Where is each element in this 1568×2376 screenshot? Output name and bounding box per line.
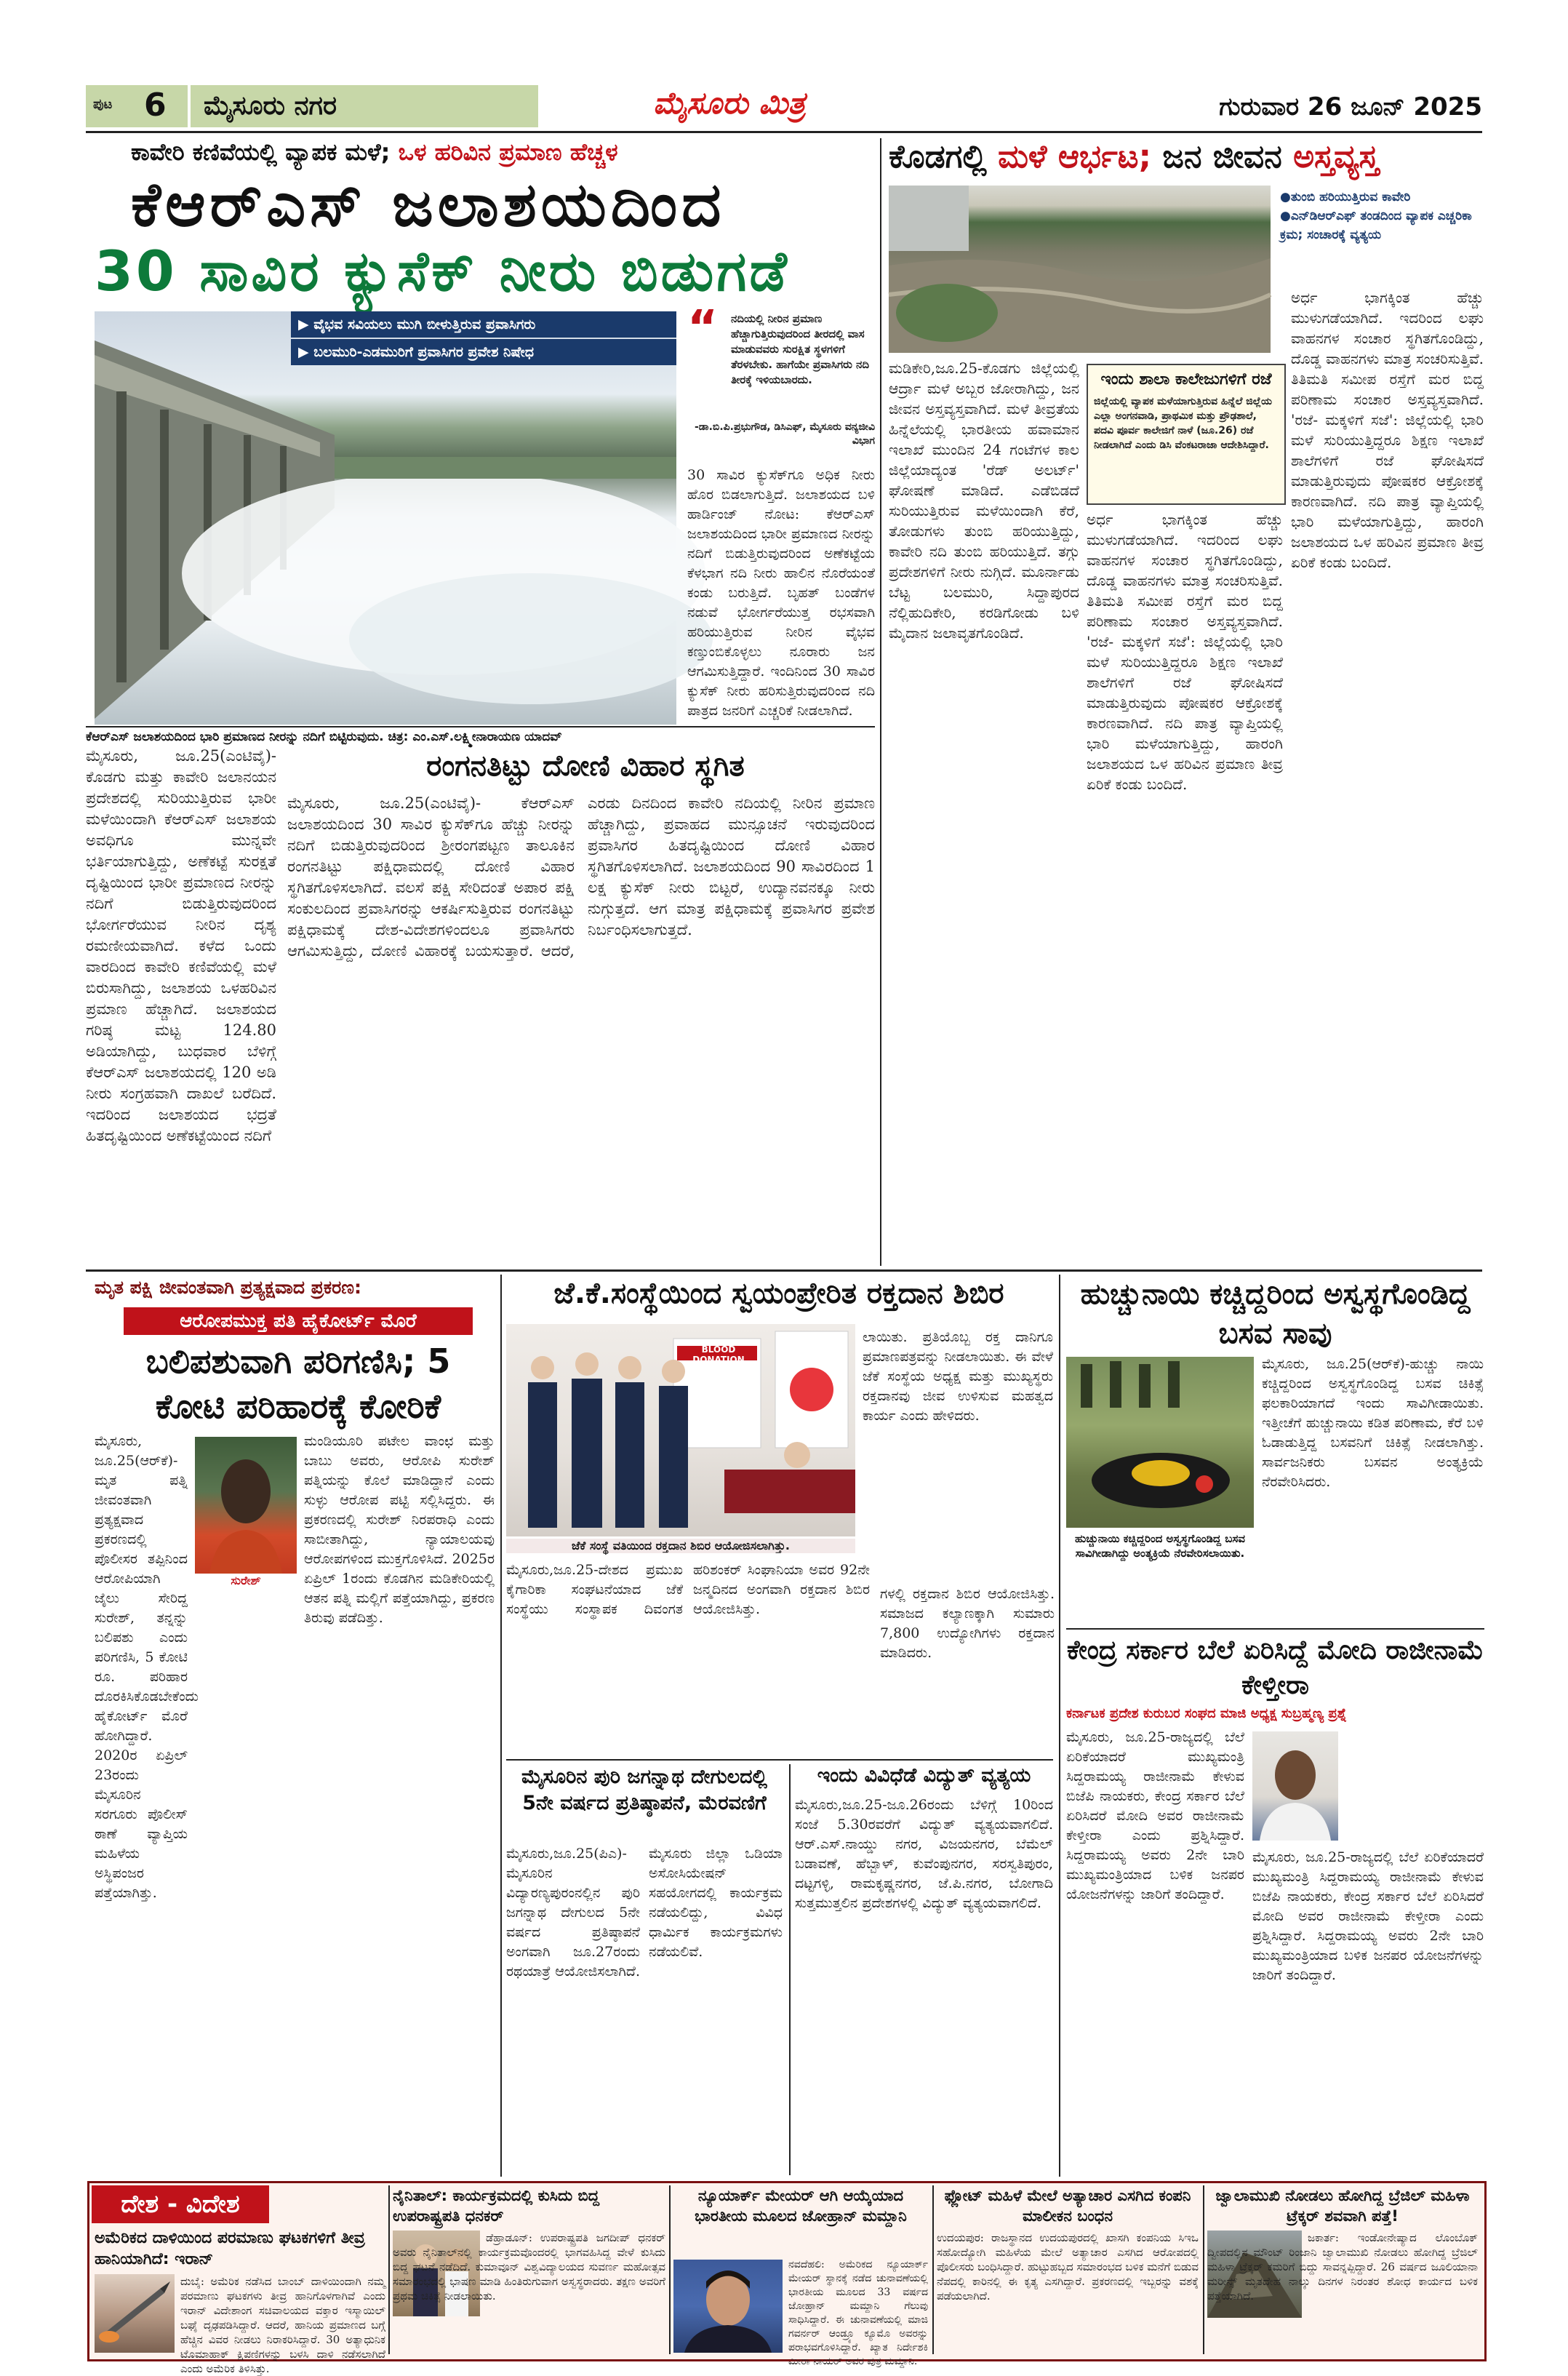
issue-date: ಗುರುವಾರ 26 ಜೂನ್ 2025 bbox=[1219, 92, 1482, 121]
school-holiday-text: ಜಿಲ್ಲೆಯಲ್ಲಿ ವ್ಯಾಪಕ ಮಳೆಯಾಗುತ್ತಿರುವ ಹಿನ್ನೆಲೆ ಜಿಲ್ಲೆಯ ಎಲ್ಲಾ ಅಂಗನವಾಡಿ, ಪ್ರಾಥಮಿಕ ಮತ್ತು ಪ್ರೌಢಶಾಲೆ, ಪದವಿ ಪೂರ್ವ ಕಾಲೇಜಿಗೆ ನಾಳೆ (ಜೂ.26) ರಜೆ ನೀಡಲಾಗಿದೆ ಎಂದು ಡಿಸಿ ವೆಂಕಟರಾಜಾ ಆದೇಶಿಸಿದ್ದಾರೆ. bbox=[1094, 396, 1272, 451]
blood-donation-text-1: ಮೈಸೂರು,ಜೂ.25-ದೇಶದ ಪ್ರಮುಖ ಕೈಗಾರಿಕಾ ಸಂಘಟನೆಯಾದ ಜೆಕೆ ಸಂಸ್ಥೆಯು ಸಂಸ್ಥಾಪಕ ದಿವಂಗತ ಹರಿಶಂಕರ್ ಸಿಂಘಾನಿಯಾ ಅವರ 92ನೇ ಜನ್ಮದಿನದ ಅಂಗವಾಗಿ ರಕ್ತದಾನ ಶಿಬಿರ ಆಯೋಜಿಸಿತ್ತು. bbox=[506, 1562, 870, 1617]
kodagu-body-b: ಅರ್ಧ ಭಾಗಕ್ಕಿಂತ ಹೆಚ್ಚು ಮುಳುಗಡೆಯಾಗಿದೆ. ಇದರಿಂದ ಲಘು ವಾಹನಗಳ ಸಂಚಾರ ಸ್ಥಗಿತಗೊಂಡಿದ್ದು, ದೊಡ್ಡ ವಾಹನಗಳು ಮಾತ್ರ ಸಂಚರಿಸುತ್ತಿವೆ. ತಿತಿಮತಿ ಸಮೀಪ ರಸ್ತೆಗೆ ಮರ ಬಿದ್ದ ಪರಿಣಾಮ ಸಂಚಾರ ಅಸ್ತವ್ಯಸ್ತವಾಗಿದೆ. 'ರಜೆ- ಮಕ್ಕಳಿಗೆ ಸಜೆ': ಜಿಲ್ಲೆಯಲ್ಲಿ ಭಾರಿ ಮಳೆ ಸುರಿಯುತ್ತಿದ್ದರೂ ಶಿಕ್ಷಣ ಇಲಾಖೆ ಶಾಲೆಗಳಿಗೆ ರಜೆ ಘೋಷಿಸದೆ ಮಾಡುತ್ತಿರುವುದು ಪೋಷಕರ ಆಕ್ರೋಶಕ್ಕೆ ಕಾರಣವಾಗಿದೆ. ನದಿ ಪಾತ್ರ ವ್ಯಾಪ್ತಿಯಲ್ಲಿ ಭಾರಿ ಮಳೆಯಾಗುತ್ತಿದ್ದು, ಹಾರಂಗಿ ಜಲಾಶಯದ ಒಳ ಹರಿವಿನ ಪ್ರಮಾಣ ತೀವ್ರ ಏರಿಕೆ ಕಂಡು ಬಂದಿದೆ. bbox=[1087, 511, 1283, 793]
bull-illustration bbox=[1066, 1357, 1254, 1528]
masthead-rule bbox=[86, 131, 1482, 133]
kodagu-body-c: ಅರ್ಧ ಭಾಗಕ್ಕಿಂತ ಹೆಚ್ಚು ಮುಳುಗಡೆಯಾಗಿದೆ. ಇದರಿಂದ ಲಘು ವಾಹನಗಳ ಸಂಚಾರ ಸ್ಥಗಿತಗೊಂಡಿದ್ದು, ದೊಡ್ಡ ವಾಹನಗಳು ಮಾತ್ರ ಸಂಚರಿಸುತ್ತಿವೆ. ತಿತಿಮತಿ ಸಮೀಪ ರಸ್ತೆಗೆ ಮರ ಬಿದ್ದ ಪರಿಣಾಮ ಸಂಚಾರ ಅಸ್ತವ್ಯಸ್ತವಾಗಿದೆ. 'ರಜೆ- ಮಕ್ಕಳಿಗೆ ಸಜೆ': ಜಿಲ್ಲೆಯಲ್ಲಿ ಭಾರಿ ಮಳೆ ಸುರಿಯುತ್ತಿದ್ದರೂ ಶಿಕ್ಷಣ ಇಲಾಖೆ ಶಾಲೆಗಳಿಗೆ ರಜೆ ಘೋಷಿಸದೆ ಮಾಡುತ್ತಿರುವುದು ಪೋಷಕರ ಆಕ್ರೋಶಕ್ಕೆ ಕಾರಣವಾಗಿದೆ. ನದಿ ಪಾತ್ರ ವ್ಯಾಪ್ತಿಯಲ್ಲಿ ಭಾರಿ ಮಳೆಯಾಗುತ್ತಿದ್ದು, ಹಾರಂಗಿ ಜಲಾಶಯದ ಒಳ ಹರಿವಿನ ಪ್ರಮಾಣ ತೀವ್ರ ಏರಿಕೆ ಕಂಡು ಬಂದಿದೆ. bbox=[1291, 289, 1484, 571]
section-title: ಮೈಸೂರು ನಗರ bbox=[204, 91, 337, 121]
krs-kicker-black: ಕಾವೇರಿ ಕಣಿವೆಯಲ್ಲಿ ವ್ಯಾಪಕ ಮಳೆ; bbox=[131, 138, 391, 166]
krs-caption-rule bbox=[86, 726, 875, 727]
quote-mark-icon: “ bbox=[687, 301, 719, 355]
school-holiday-title: ಇಂದು ಶಾಲಾ ಕಾಲೇಜುಗಳಿಗೆ ರಜೆ bbox=[1100, 370, 1272, 388]
col-divider-2 bbox=[500, 1275, 502, 2177]
world-section-label: ದೇಶ - ವಿದೇಶ bbox=[92, 2185, 269, 2223]
krs-quote-box bbox=[687, 301, 875, 457]
row1-bottom-rule bbox=[86, 1269, 1482, 1272]
kodagu-headline: ಕೊಡಗಲ್ಲಿ ಮಳೆ ಆರ್ಭಟ; ಜನ ಜೀವನ ಅಸ್ತವ್ಯಸ್ತ bbox=[889, 138, 1379, 175]
blood-donation-text-3: ಗಳಲ್ಲಿ ರಕ್ತದಾನ ಶಿಬಿರ ಆಯೋಜಿಸಿತ್ತು. ಸಮಾಜದ ಕಲ್ಯಾಣಕ್ಕಾಗಿ ಸುಮಾರು 7,800 ಉದ್ಯೋಗಿಗಳು ರಕ್ತದಾನ ಮಾಡಿದರು. bbox=[880, 1586, 1055, 1661]
missile-photo bbox=[95, 2274, 175, 2353]
blood-bottom-rule bbox=[506, 1759, 1053, 1761]
page-label: ಪುಟ bbox=[93, 97, 113, 112]
masthead bbox=[86, 85, 1482, 127]
person-portrait-icon bbox=[1252, 1731, 1338, 1841]
jagannath-body: ಮೈಸೂರು,ಜೂ.25(ಪಿಎ)-ಮೈಸೂರಿನ ವಿದ್ಯಾರಣ್ಯಪುರಂನಲ್ಲಿನ ಪುರಿ ಜಗನ್ನಾಥ ದೇಗುಲದ 5ನೇ ವರ್ಷದ ಪ್ರತಿಷ್ಠಾಪನೆ ಅಂಗವಾಗಿ ಜೂ.27ರಂದು ರಥಯಾತ್ರೆ ಆಯೋಜಿಸಲಾಗಿದೆ. ಮೈಸೂರು ಜಿಲ್ಲಾ ಒಡಿಯಾ ಅಸೋಸಿಯೇಷನ್ ಸಹಯೋಗದಲ್ಲಿ ಕಾರ್ಯಕ್ರಮ ನಡೆಯಲಿದ್ದು, ವಿವಿಧ ಧಾರ್ಮಿಕ ಕಾರ್ಯಕ್ರಮಗಳು ನಡೆಯಲಿವೆ. bbox=[506, 1846, 783, 1980]
krs-photo-caption: ಕೆಆರ್‌ಎಸ್ ಜಲಾಶಯದಿಂದ ಭಾರಿ ಪ್ರಮಾಣದ ನೀರನ್ನು ನದಿಗೆ ಬಿಟ್ಟಿರುವುದು. ಚಿತ್ರ: ಎಂ.ಎಸ್.ಲಕ್ಷ್ಮೀನಾರಾಯಣ ಯಾದವ್ bbox=[86, 730, 562, 744]
mamdani-portrait-icon bbox=[673, 2260, 783, 2353]
world-div-4 bbox=[1203, 2185, 1204, 2354]
power-title: ಇಂದು ವಿವಿಧೆಡೆ ವಿದ್ಯುತ್ ವ್ಯತ್ಯಯ bbox=[817, 1764, 1031, 1787]
iran-title: ಅಮೆರಿಕದ ದಾಳಿಯಿಂದ ಪರಮಾಣು ಘಟಕಗಳಿಗೆ ತೀವ್ರ ಹಾನಿಯಾಗಿದೆ: ಇರಾನ್ bbox=[95, 2229, 365, 2268]
nainital-body: ಡೆಹ್ರಾಡೂನ್: ಉಪರಾಷ್ಟ್ರಪತಿ ಜಗದೀಪ್ ಧನಕರ್ ಅವರು ನೈನಿತಾಲ್‌ನಲ್ಲಿ ಕಾರ್ಯಕ್ರಮವೊಂದರಲ್ಲಿ ಭಾಗವಹಿಸಿದ್ದ ವೇಳೆ ಕುಸಿದು ಬಿದ್ದ ಘಟನೆ ನಡೆದಿದೆ. ಕುಮಾವೂನ್ ವಿಶ್ವವಿದ್ಯಾಲಯದ ಸುವರ್ಣ ಮಹೋತ್ಸವ ಸಮಾರಂಭದಲ್ಲಿ ಭಾಷಣ ಮಾಡಿ ಹಿಂತಿರುಗುವಾಗ ಅಸ್ವಸ್ಥರಾದರು. ತಕ್ಷಣ ಅವರಿಗೆ ಪ್ರಥಮ ಚಿಕಿತ್ಸೆ ನೀಡಲಾಯಿತು. bbox=[393, 2231, 665, 2303]
krs-headline-1: ಕೆಆರ್‌ಎಸ್ ಜಲಾಶಯದಿಂದ bbox=[131, 169, 726, 240]
krs-bullet-1: ▶ ವೈಭವ ಸವಿಯಲು ಮುಗಿ ಬೀಳುತ್ತಿರುವ ಪ್ರವಾಸಿಗರು bbox=[291, 311, 676, 338]
dam-illustration bbox=[95, 311, 676, 725]
volcano-body: ಜಕಾರ್ತ: ಇಂಡೋನೇಷ್ಯಾದ ಲೊಂಬೊಕ್ ದ್ವೀಪದಲ್ಲಿನ ಮೌಂಟ್ ರಿಂಜಾನಿ ಜ್ವಾಲಾಮುಖಿ ನೋಡಲು ಹೋಗಿದ್ದ ಬ್ರೆಜಿಲ್ ಮಹಿಳಾ ಟ್ರೆಕ್ಕರ್ ಕಮರಿಗೆ ಬಿದ್ದು ಸಾವನ್ನಪ್ಪಿದ್ದಾರೆ. 26 ವರ್ಷದ ಜೂಲಿಯಾನಾ ಮರೀನ್ಸ್ ಮೃತದೇಹ ನಾಲ್ಕು ದಿನಗಳ ನಿರಂತರ ಶೋಧ ಕಾರ್ಯದ ಬಳಿಕ ಪತ್ತೆಯಾಗಿದೆ. bbox=[1207, 2231, 1478, 2303]
krs-headline-2: 30 ಸಾವಿರ ಕ್ಯುಸೆಕ್ ನೀರು ಬಿಡುಗಡೆ bbox=[95, 239, 790, 303]
fuel-body-1: ಮೈಸೂರು, ಜೂ.25-ರಾಜ್ಯದಲ್ಲಿ ಬೆಲೆ ಏರಿಕೆಯಾದರೆ ಮುಖ್ಯಮಂತ್ರಿ ಸಿದ್ದರಾಮಯ್ಯ ರಾಜೀನಾಮೆ ಕೇಳುವ ಬಿಜೆಪಿ ನಾಯಕರು, ಕೇಂದ್ರ ಸರ್ಕಾರ ಬೆಲೆ ಏರಿಸಿದರೆ ಮೋದಿ ಅವರ ರಾಜೀನಾಮೆ ಕೇಳ್ತೀರಾ ಎಂದು ಪ್ರಶ್ನಿಸಿದ್ದಾರೆ. ಸಿದ್ದರಾಮಯ್ಯ ಅವರು 2ನೇ ಬಾರಿ ಮುಖ್ಯಮಂತ್ರಿಯಾದ ಬಳಿಕ ಜನಪರ ಯೋಜನೆಗಳನ್ನು ಜಾರಿಗೆ ತಂದಿದ್ದಾರೆ. bbox=[1066, 1729, 1244, 1902]
subramanya-photo bbox=[1252, 1731, 1338, 1841]
deadbird-subkicker: ಆರೋಪಮುಕ್ತ ಪತಿ ಹೈಕೋರ್ಟ್ ಮೊರೆ bbox=[124, 1307, 473, 1335]
krs-kicker-red: ಒಳ ಹರಿವಿನ ಪ್ರಮಾಣ ಹೆಚ್ಚಳ bbox=[398, 138, 618, 166]
ny-mayor-title: ನ್ಯೂಯಾರ್ಕ್ ಮೇಯರ್ ಆಗಿ ಆಯ್ಕೆಯಾದ ಭಾರತೀಯ ಮೂಲದ ಜೋಹ್ರಾನ್ ಮಮ್ದಾನಿ bbox=[695, 2187, 907, 2225]
blood-donation-caption: ಜೆಕೆ ಸಂಸ್ಥೆ ವತಿಯಿಂದ ರಕ್ತದಾನ ಶಿಬಿರ ಆಯೋಜಿಸಲಾಗಿತ್ತು. bbox=[506, 1539, 855, 1553]
kodagu-body-a: ಮಡಿಕೇರಿ,ಜೂ.25-ಕೊಡಗು ಜಿಲ್ಲೆಯಲ್ಲಿ ಆರ್ದ್ರಾ ಮಳೆ ಅಬ್ಬರ ಜೋರಾಗಿದ್ದು, ಜನ ಜೀವನ ಅಸ್ತವ್ಯಸ್ತವಾಗಿದೆ. ಮಳೆ ತೀವ್ರತೆಯ ಹಿನ್ನೆಲೆಯಲ್ಲಿ ಭಾರತೀಯ ಹವಾಮಾನ ಇಲಾಖೆ ಮುಂದಿನ 24 ಗಂಟೆಗಳ ಕಾಲ ಜಿಲ್ಲೆಯಾದ್ಯಂತ 'ರೆಡ್ ಅಲರ್ಟ್' ಘೋಷಣೆ ಮಾಡಿದೆ. ಎಡೆಬಿಡದೆ ಸುರಿಯುತ್ತಿರುವ ಮಳೆಯಿಂದಾಗಿ ಕೆರೆ, ತೋಡುಗಳು ತುಂಬಿ ಹರಿಯುತ್ತಿದ್ದು, ಕಾವೇರಿ ನದಿ ತುಂಬಿ ಹರಿಯುತ್ತಿದೆ. ತಗ್ಗು ಪ್ರದೇಶಗಳಿಗೆ ನೀರು ನುಗ್ಗಿದೆ. ಮೂರ್ನಾಡು ಬೆಟ್ಟ ಬಲಮುರಿ, ಸಿದ್ದಾಪುರದ ನೆಲ್ಲಿಹುದಿಕೇರಿ, ಕರಡಿಗೋಡು ಬಳಿ ಮೈದಾನ ಜಲಾವೃತಗೊಂಡಿದೆ. bbox=[889, 359, 1079, 642]
suresh-photo bbox=[195, 1437, 297, 1574]
deadbird-kicker: ಮೃತ ಪಕ್ಷಿ ಜೀವಂತವಾಗಿ ಪ್ರತ್ಯಕ್ಷವಾದ ಪ್ರಕರಣ: bbox=[95, 1277, 362, 1298]
world-div-1 bbox=[388, 2185, 390, 2354]
jagannath-title: ಮೈಸೂರಿನ ಪುರಿ ಜಗನ್ನಾಥ ದೇಗುಲದಲ್ಲಿ 5ನೇ ವರ್ಷದ ಪ್ರತಿಷ್ಠಾಪನೆ, ಮೆರವಣಿಗೆ bbox=[521, 1766, 768, 1814]
kodagu-river-illustration bbox=[889, 186, 1271, 353]
krs-kicker bbox=[131, 138, 858, 167]
nainital-title: ನೈನಿತಾಲ್: ಕಾರ್ಯಕ್ರಮದಲ್ಲಿ ಕುಸಿದು ಬಿದ್ದ ಉಪರಾಷ್ಟ್ರಪತಿ ಧನಕರ್ bbox=[393, 2187, 600, 2225]
blood-donation-title: ಜೆ.ಕೆ.ಸಂಸ್ಥೆಯಿಂದ ಸ್ವಯಂಪ್ರೇರಿತ ರಕ್ತದಾನ ಶಿಬಿರ bbox=[553, 1277, 1004, 1310]
volcano-title: ಜ್ವಾಲಾಮುಖಿ ನೋಡಲು ಹೋಗಿದ್ದ ಬ್ರೆಜಿಲ್ ಮಹಿಳಾ ಟ್ರೆಕ್ಕರ್ ಶವವಾಗಿ ಪತ್ತೆ! bbox=[1215, 2187, 1470, 2225]
paper-logo: ಮೈಸೂರು ಮಿತ್ರ bbox=[653, 85, 806, 121]
ny-mayor-body: ನವದೆಹಲಿ: ಅಮೆರಿಕದ ನ್ಯೂಯಾರ್ಕ್ ಮೇಯರ್ ಸ್ಥಾನಕ್ಕೆ ನಡೆದ ಚುನಾವಣೆಯಲ್ಲಿ ಭಾರತೀಯ ಮೂಲದ 33 ವರ್ಷದ ಜೋಹ್ರಾನ್ ಮಮ್ದಾನಿ ಗೆಲುವು ಸಾಧಿಸಿದ್ದಾರೆ. ಈ ಚುನಾವಣೆಯಲ್ಲಿ ಮಾಜಿ ಗವರ್ನರ್ ಆಂಡ್ರ್ಯೂ ಕ್ಯೂಮೊ ಅವರನ್ನು ಪರಾಭವಗೊಳಿಸಿದ್ದಾರೆ. ಖ್ಯಾತ ನಿರ್ದೇಶಕಿ ಮೀರಾ ನಾಯರ್ ಅವರ ಪುತ್ರ ಮಮ್ದಾನಿ. bbox=[788, 2259, 928, 2367]
blood-donation-banner: BLOOD DONATION bbox=[692, 1344, 745, 1365]
bull-photo bbox=[1066, 1357, 1254, 1528]
deadbird-text-1: ಮೈಸೂರು, ಜೂ.25(ಆರ್‌ಕೆ)-ಮೃತ ಪತ್ನಿ ಜೀವಂತವಾಗಿ ಪ್ರತ್ಯಕ್ಷವಾದ ಪ್ರಕರಣದಲ್ಲಿ ಪೊಲೀಸರ ತಪ್ಪಿನಿಂದ ಆರೋಪಿಯಾಗಿ ಜೈಲು ಸೇರಿದ್ದ ಸುರೇಶ್, ತನ್ನನ್ನು ಬಲಿಪಶು ಎಂದು ಪರಿಗಣಿಸಿ, 5 ಕೋಟಿ ರೂ. ಪರಿಹಾರ ದೊರಕಿಸಿಕೊಡಬೇಕೆಂದು ಹೈಕೋರ್ಟ್ ಮೊರೆ ಹೋಗಿದ್ದಾರೆ. 2020ರ ಏಪ್ರಿಲ್ 23ರಂದು ಮೈಸೂರಿನ ಸರಗೂರು ಪೊಲೀಸ್ ಠಾಣೆ ವ್ಯಾಪ್ತಿಯ ಮಹಿಳೆಯ ಅಸ್ಥಿಪಂಜರ ಪತ್ತೆಯಾಗಿತ್ತು. bbox=[95, 1433, 199, 1901]
page-number: 6 bbox=[144, 87, 167, 124]
krs-quote-text: ನದಿಯಲ್ಲಿ ನೀರಿನ ಪ್ರಮಾಣ ಹೆಚ್ಚಾಗುತ್ತಿರುವುದರಿಂದ ತೀರದಲ್ಲಿ ವಾಸ ಮಾಡುವವರು ಸುರಕ್ಷಿತ ಸ್ಥಳಗಳಿಗೆ ತೆರಳಬೇಕು. ಹಾಗೆಯೇ ಪ್ರವಾಸಿಗರು ನದಿ ತೀರಕ್ಕೆ ಇಳಿಯಬಾರದು. bbox=[731, 312, 870, 386]
kodagu-flood-photo bbox=[889, 186, 1271, 353]
dog-bottom-rule bbox=[1066, 1628, 1484, 1630]
world-div-3 bbox=[932, 2185, 934, 2354]
krs-bullet-2: ▶ ಬಲಮುರಿ-ಎಡಮುರಿಗೆ ಪ್ರವಾಸಿಗರ ಪ್ರವೇಶ ನಿಷೇಧ bbox=[291, 339, 676, 365]
fuel-title: ಕೇಂದ್ರ ಸರ್ಕಾರ ಬೆಲೆ ಏರಿಸಿದ್ದೆ ಮೋದಿ ರಾಜೀನಾಮೆ ಕೇಳ್ತೀರಾ bbox=[1066, 1635, 1484, 1700]
ranganathittu-body: ಮೈಸೂರು, ಜೂ.25(ಎಂಟಿವೈ)- ಕೆಆರ್‌ಎಸ್ ಜಲಾಶಯದಿಂದ 30 ಸಾವಿರ ಕ್ಯುಸೆಕ್‌ಗೂ ಹೆಚ್ಚು ನೀರನ್ನು ನದಿಗೆ ಬಿಡುತ್ತಿರುವುದರಿಂದ ಶ್ರೀರಂಗಪಟ್ಟಣ ತಾಲೂಕಿನ ರಂಗನತಿಟ್ಟು ಪಕ್ಷಿಧಾಮದಲ್ಲಿ ದೋಣಿ ವಿಹಾರ ಸ್ಥಗಿತಗೊಳಿಸಲಾಗಿದೆ. ವಲಸೆ ಪಕ್ಷಿ ಸೇರಿದಂತೆ ಅಪಾರ ಪಕ್ಷಿ ಸಂಕುಲದಿಂದ ಪ್ರವಾಸಿಗರನ್ನು ಆಕರ್ಷಿಸುತ್ತಿರುವ ರಂಗನತಿಟ್ಟು ಪಕ್ಷಿಧಾಮಕ್ಕೆ ದೇಶ-ವಿದೇಶಗಳಿಂದಲೂ ಪ್ರವಾಸಿಗರು ಆಗಮಿಸುತ್ತಿದ್ದು, ದೋಣಿ ವಿಹಾರಕ್ಕೆ ಬಯಸುತ್ತಾರೆ. ಆದರೆ, ಎರಡು ದಿನದಿಂದ ಕಾವೇರಿ ನದಿಯಲ್ಲಿ ನೀರಿನ ಪ್ರಮಾಣ ಹೆಚ್ಚಾಗಿದ್ದು, ಪ್ರವಾಹದ ಮುನ್ಸೂಚನೆ ಇರುವುದರಿಂದ ಪ್ರವಾಸಿಗರ ಹಿತದೃಷ್ಟಿಯಿಂದ ದೋಣಿ ವಿಹಾರ ಸ್ಥಗಿತಗೊಳಿಸಲಾಗಿದೆ. ಜಲಾಶಯದಿಂದ 90 ಸಾವಿರದಿಂದ 1 ಲಕ್ಷ ಕ್ಯುಸೆಕ್ ನೀರು ಬಿಟ್ಟರೆ, ಉದ್ಯಾನವನಕ್ಕೂ ನೀರು ನುಗ್ಗುತ್ತದೆ. ಆಗ ಮಾತ್ರ ಪಕ್ಷಿಧಾಮಕ್ಕೆ ಪ್ರವಾಸಿಗರ ಪ್ರವೇಶ ನಿರ್ಬಂಧಿಸಲಾಗುತ್ತದೆ. bbox=[287, 794, 875, 960]
col-divider-3 bbox=[789, 1764, 791, 2175]
ranganathittu-title: ರಂಗನತಿಟ್ಟು ದೋಣಿ ವಿಹಾರ ಸ್ಥಗಿತ bbox=[426, 749, 745, 783]
phonepe-body: ಉದಯಪುರ: ರಾಜಸ್ಥಾನದ ಉದಯಪುರದಲ್ಲಿ ಖಾಸಗಿ ಕಂಪನಿಯ ಸಿಇಒ ಸಹೋದ್ಯೋಗಿ ಮಹಿಳೆಯ ಮೇಲೆ ಅತ್ಯಾಚಾರ ಎಸಗಿದ ಆರೋಪದಲ್ಲಿ ಪೊಲೀಸರು ಬಂಧಿಸಿದ್ದಾರೆ. ಹುಟ್ಟುಹಬ್ಬದ ಸಮಾರಂಭದ ಬಳಿಕ ಮನೆಗೆ ಬಿಡುವ ನೆಪದಲ್ಲಿ ಕಾರಿನಲ್ಲಿ ಈ ಕೃತ್ಯ ಎಸಗಿದ್ದಾರೆ. ಪ್ರಕರಣದಲ್ಲಿ ಇಬ್ಬರನ್ನು ವಶಕ್ಕೆ ಪಡೆಯಲಾಗಿದೆ. bbox=[937, 2231, 1199, 2303]
fuel-kicker: ಕರ್ನಾಟಕ ಪ್ರದೇಶ ಕುರುಬರ ಸಂಘದ ಮಾಜಿ ಅಧ್ಯಕ್ಷ ಸುಬ್ರಹ್ಮಣ್ಯ ಪ್ರಶ್ನೆ bbox=[1066, 1706, 1347, 1721]
krs-dam-photo bbox=[95, 311, 676, 725]
suresh-photo-label: ಸುರೇಶ್ bbox=[231, 1574, 261, 1587]
kodagu-bullets: ●ತುಂಬಿ ಹರಿಯುತ್ತಿರುವ ಕಾವೇರಿ ●ಎನ್‌ಡಿಆರ್‌ಎಫ್ ತಂಡದಿಂದ ವ್ಯಾಪಕ ಎಚ್ಚರಿಕಾ ಕ್ರಮ; ಸಂಚಾರಕ್ಕೆ ವ್ಯತ್ಯಯ bbox=[1280, 190, 1472, 242]
bullet-icon: ▶ bbox=[298, 344, 309, 360]
deadbird-headline: ಬಲಿಪಶುವಾಗಿ ಪರಿಗಣಿಸಿ; 5 ಕೋಟಿ ಪರಿಹಾರಕ್ಕೆ ಕೋರಿಕೆ bbox=[145, 1342, 451, 1426]
world-div-2 bbox=[669, 2185, 671, 2354]
dog-bull-title: ಹುಚ್ಚುನಾಯಿ ಕಚ್ಚಿದ್ದರಿಂದ ಅಸ್ವಸ್ಥಗೊಂಡಿದ್ದ ಬಸವ ಸಾವು bbox=[1080, 1277, 1471, 1350]
section-box bbox=[191, 85, 538, 127]
krs-bullets bbox=[291, 311, 676, 365]
deadbird-text-2: ಮಂಡಿಯೂರಿ ಪಟೇಲ ವಾಂಛ ಮತ್ತು ಬಾಬು ಅವರು, ಆರೋಪಿ ಸುರೇಶ್ ಪತ್ನಿಯನ್ನು ಕೊಲೆ ಮಾಡಿದ್ದಾನೆ ಎಂದು ಸುಳ್ಳು ಆರೋಪ ಪಟ್ಟಿ ಸಲ್ಲಿಸಿದ್ದರು. ಈ ಪ್ರಕರಣದಲ್ಲಿ ಸುರೇಶ್ ನಿರಪರಾಧಿ ಎಂದು ಸಾಬೀತಾಗಿದ್ದು, ನ್ಯಾಯಾಲಯವು ಆರೋಪಗಳಿಂದ ಮುಕ್ತಗೊಳಿಸಿದೆ. 2025ರ ಏಪ್ರಿಲ್ 1ರಂದು ಕೊಡಗಿನ ಮಡಿಕೇರಿಯಲ್ಲಿ ಆತನ ಪತ್ನಿ ಮಲ್ಲಿಗೆ ಪತ್ತೆಯಾಗಿದ್ದು, ಪ್ರಕರಣ ತಿರುವು ಪಡೆದಿತ್ತು. bbox=[304, 1433, 495, 1626]
person-silhouette-icon bbox=[195, 1437, 297, 1574]
iran-body: ದುಬೈ: ಅಮೆರಿಕ ನಡೆಸಿದ ಬಾಂಬ್ ದಾಳಿಯಿಂದಾಗಿ ನಮ್ಮ ಪರಮಾಣು ಘಟಕಗಳು ತೀವ್ರ ಹಾನಿಗೊಳಗಾಗಿವೆ ಎಂದು ಇರಾನ್ ವಿದೇಶಾಂಗ ಸಚಿವಾಲಯದ ವಕ್ತಾರ ಇಸ್ಮಾಯಿಲ್ ಬಘೈ ದೃಢಪಡಿಸಿದ್ದಾರೆ. ಆದರೆ, ಹಾನಿಯ ಪ್ರಮಾಣದ ಬಗ್ಗೆ ಹೆಚ್ಚಿನ ವಿವರ ನೀಡಲು ನಿರಾಕರಿಸಿದ್ದಾರೆ. 30 ಅತ್ಯಾಧುನಿಕ ಟೊಮಾಹಾಕ್ ಕ್ಷಿಪಣಿಗಳನ್ನು ಬಳಸಿ ದಾಳಿ ನಡೆಸಲಾಗಿದೆ ಎಂದು ಅಮೆರಿಕ ತಿಳಿಸಿತ್ತು. bbox=[180, 2275, 385, 2375]
school-holiday-box bbox=[1087, 364, 1286, 505]
missile-icon bbox=[95, 2274, 175, 2353]
dog-bull-body: ಮೈಸೂರು, ಜೂ.25(ಆರ್‌ಕೆ)-ಹುಚ್ಚು ನಾಯಿ ಕಚ್ಚಿದ್ದರಿಂದ ಅಸ್ವಸ್ಥಗೊಂಡಿದ್ದ ಬಸವ ಚಿಕಿತ್ಸೆ ಫಲಕಾರಿಯಾಗದೆ ಇಂದು ಸಾವಿಗೀಡಾಯಿತು. ಇತ್ತೀಚೆಗೆ ಹುಚ್ಚುನಾಯಿ ಕಡಿತ ಪರಿಣಾಮ, ಕೆರೆ ಬಳಿ ಓಡಾಡುತ್ತಿದ್ದ ಬಸವನಿಗೆ ಚಿಕಿತ್ಸೆ ನೀಡಲಾಗಿತ್ತು. ಸಾರ್ವಜನಿಕರು ಬಸವನ ಅಂತ್ಯಕ್ರಿಯೆ ನೆರವೇರಿಸಿದರು. bbox=[1262, 1356, 1484, 1490]
mamdani-photo bbox=[673, 2260, 783, 2353]
fuel-body-2: ಮೈಸೂರು, ಜೂ.25-ರಾಜ್ಯದಲ್ಲಿ ಬೆಲೆ ಏರಿಕೆಯಾದರೆ ಮುಖ್ಯಮಂತ್ರಿ ಸಿದ್ದರಾಮಯ್ಯ ರಾಜೀನಾಮೆ ಕೇಳುವ ಬಿಜೆಪಿ ನಾಯಕರು, ಕೇಂದ್ರ ಸರ್ಕಾರ ಬೆಲೆ ಏರಿಸಿದರೆ ಮೋದಿ ಅವರ ರಾಜೀನಾಮೆ ಕೇಳ್ತೀರಾ ಎಂದು ಪ್ರಶ್ನಿಸಿದ್ದಾರೆ. ಸಿದ್ದರಾಮಯ್ಯ ಅವರು 2ನೇ ಬಾರಿ ಮುಖ್ಯಮಂತ್ರಿಯಾದ ಬಳಿಕ ಜನಪರ ಯೋಜನೆಗಳನ್ನು ಜಾರಿಗೆ ತಂದಿದ್ದಾರೆ. bbox=[1252, 1849, 1484, 1983]
col-divider-4 bbox=[1059, 1275, 1060, 2177]
col-divider-1 bbox=[880, 138, 881, 1266]
blood-donation-text-2: ಲಾಯಿತು. ಪ್ರತಿಯೊಬ್ಬ ರಕ್ತ ದಾನಿಗೂ ಪ್ರಮಾಣಪತ್ರವನ್ನು ನೀಡಲಾಯಿತು. ಈ ವೇಳೆ ಜೆಕೆ ಸಂಸ್ಥೆಯ ಅಧ್ಯಕ್ಷ ಮತ್ತು ಮುಖ್ಯಸ್ಥರು ರಕ್ತದಾನವು ಜೀವ ಉಳಿಸುವ ಮಹತ್ವದ ಕಾರ್ಯ ಎಂದು ಹೇಳಿದರು. bbox=[863, 1329, 1053, 1424]
krs-body-col2: 30 ಸಾವಿರ ಕ್ಯುಸೆಕ್‌ಗೂ ಅಧಿಕ ನೀರು ಹೊರ ಬಿಡಲಾಗುತ್ತಿದೆ. ಜಲಾಶಯದ ಬಳಿ ಹಾರ್ಡಿಂಜ್ ನೋಟ: ಕೆಆರ್‌ಎಸ್ ಜಲಾಶಯದಿಂದ ಭಾರೀ ಪ್ರಮಾಣದ ನೀರನ್ನು ನದಿಗೆ ಬಿಡುತ್ತಿರುವುದರಿಂದ ಅಣೆಕಟ್ಟೆಯ ಕೆಳಭಾಗ ನದಿ ನೀರು ಹಾಲಿನ ನೊರೆಯಂತೆ ಕಂಡು ಬರುತ್ತಿದೆ. ಬೃಹತ್ ಬಂಡೆಗಳ ನಡುವೆ ಭೋರ್ಗರೆಯುತ್ತ ರಭಸವಾಗಿ ಹರಿಯುತ್ತಿರುವ ನೀರಿನ ವೈಭವ ಕಣ್ತುಂಬಿಕೊಳ್ಳಲು ನೂರಾರು ಜನ ಆಗಮಿಸುತ್ತಿದ್ದಾರೆ. ಇಂದಿನಿಂದ 30 ಸಾವಿರ ಕ್ಯುಸೆಕ್ ನೀರು ಹರಿಸುತ್ತಿರುವುದರಿಂದ ನದಿ ಪಾತ್ರದ ಜನರಿಗೆ ಎಚ್ಚರಿಕೆ ನೀಡಲಾಗಿದೆ. bbox=[687, 467, 875, 719]
power-body: ಮೈಸೂರು,ಜೂ.25-ಜೂ.26ರಂದು ಬೆಳಿಗ್ಗೆ 10ರಿಂದ ಸಂಜೆ 5.30ರವರೆಗೆ ವಿದ್ಯುತ್ ವ್ಯತ್ಯಯವಾಗಲಿದೆ. ಆರ್.ಎಸ್.ನಾಯ್ಡು ನಗರ, ವಿಜಯನಗರ, ಬೆಮೆಲ್ ಬಡಾವಣೆ, ಹೆಬ್ಬಾಳ್, ಕುವೆಂಪುನಗರ, ಸರಸ್ವತಿಪುರಂ, ದಟ್ಟಗಳ್ಳಿ, ರಾಮಕೃಷ್ಣನಗರ, ಜೆ.ಪಿ.ನಗರ, ಬೋಗಾದಿ ಸುತ್ತಮುತ್ತಲಿನ ಪ್ರದೇಶಗಳಲ್ಲಿ ವಿದ್ಯುತ್ ವ್ಯತ್ಯಯವಾಗಲಿದೆ. bbox=[795, 1797, 1053, 1911]
krs-quote-author: -ಡಾ.ಬಿ.ಪಿ.ಪ್ರಭುಗೌಡ, ಡಿಸಿಎಫ್, ಮೈಸೂರು ವನ್ಯಜೀವಿ ವಿಭಾಗ bbox=[694, 421, 875, 447]
page-number-box bbox=[86, 85, 188, 127]
phonepe-title: ಫ್ಲೋಟ್ ಮಹಿಳೆ ಮೇಲೆ ಅತ್ಯಾಚಾರ ಎಸಗಿದ ಕಂಪನಿ ಮಾಲೀಕನ ಬಂಧನ bbox=[944, 2187, 1191, 2225]
dog-bull-caption: ಹುಚ್ಚುನಾಯಿ ಕಚ್ಚಿದ್ದರಿಂದ ಅಸ್ವಸ್ಥಗೊಂಡಿದ್ದ ಬಸವ ಸಾವಿಗೀಡಾಗಿದ್ದು ಅಂತ್ಯಕ್ರಿಯೆ ನೆರವೇರಿಸಲಾಯಿತು. bbox=[1075, 1532, 1245, 1560]
bullet-icon: ▶ bbox=[298, 316, 309, 332]
krs-body-col1: ಮೈಸೂರು, ಜೂ.25(ಎಂಟಿವೈ)- ಕೊಡಗು ಮತ್ತು ಕಾವೇರಿ ಜಲಾನಯನ ಪ್ರದೇಶದಲ್ಲಿ ಸುರಿಯುತ್ತಿರುವ ಭಾರೀ ಮಳೆಯಿಂದಾಗಿ ಕೆಆರ್‌ಎಸ್ ಜಲಾಶಯ ಅವಧಿಗೂ ಮುನ್ನವೇ ಭರ್ತಿಯಾಗುತ್ತಿದ್ದು, ಅಣೆಕಟ್ಟೆ ಸುರಕ್ಷತೆ ದೃಷ್ಟಿಯಿಂದ ಭಾರೀ ಪ್ರಮಾಣದ ನೀರನ್ನು ನದಿಗೆ ಬಿಡುತ್ತಿರುವುದರಿಂದ ಭೋರ್ಗರೆಯುವ ನೀರಿನ ದೃಶ್ಯ ರಮಣೀಯವಾಗಿದೆ. ಕಳೆದ ಒಂದು ವಾರದಿಂದ ಕಾವೇರಿ ಕಣಿವೆಯಲ್ಲಿ ಮಳೆ ಬಿರುಸಾಗಿದ್ದು, ಜಲಾಶಯ ಒಳಹರಿವಿನ ಪ್ರಮಾಣ ಹೆಚ್ಚಾಗಿದೆ. ಜಲಾಶಯದ ಗರಿಷ್ಠ ಮಟ್ಟ 124.80 ಅಡಿಯಾಗಿದ್ದು, ಬುಧವಾರ ಬೆಳಿಗ್ಗೆ ಕೆಆರ್‌ಎಸ್ ಜಲಾಶಯದಲ್ಲಿ 120 ಅಡಿ ನೀರು ಸಂಗ್ರಹವಾಗಿ ದಾಖಲೆ ಬರೆದಿದೆ. ಇದರಿಂದ ಜಲಾಶಯದ ಭದ್ರತೆ ಹಿತದೃಷ್ಟಿಯಿಂದ ಅಣೆಕಟ್ಟೆಯಿಂದ ನದಿಗೆ bbox=[86, 747, 276, 1144]
